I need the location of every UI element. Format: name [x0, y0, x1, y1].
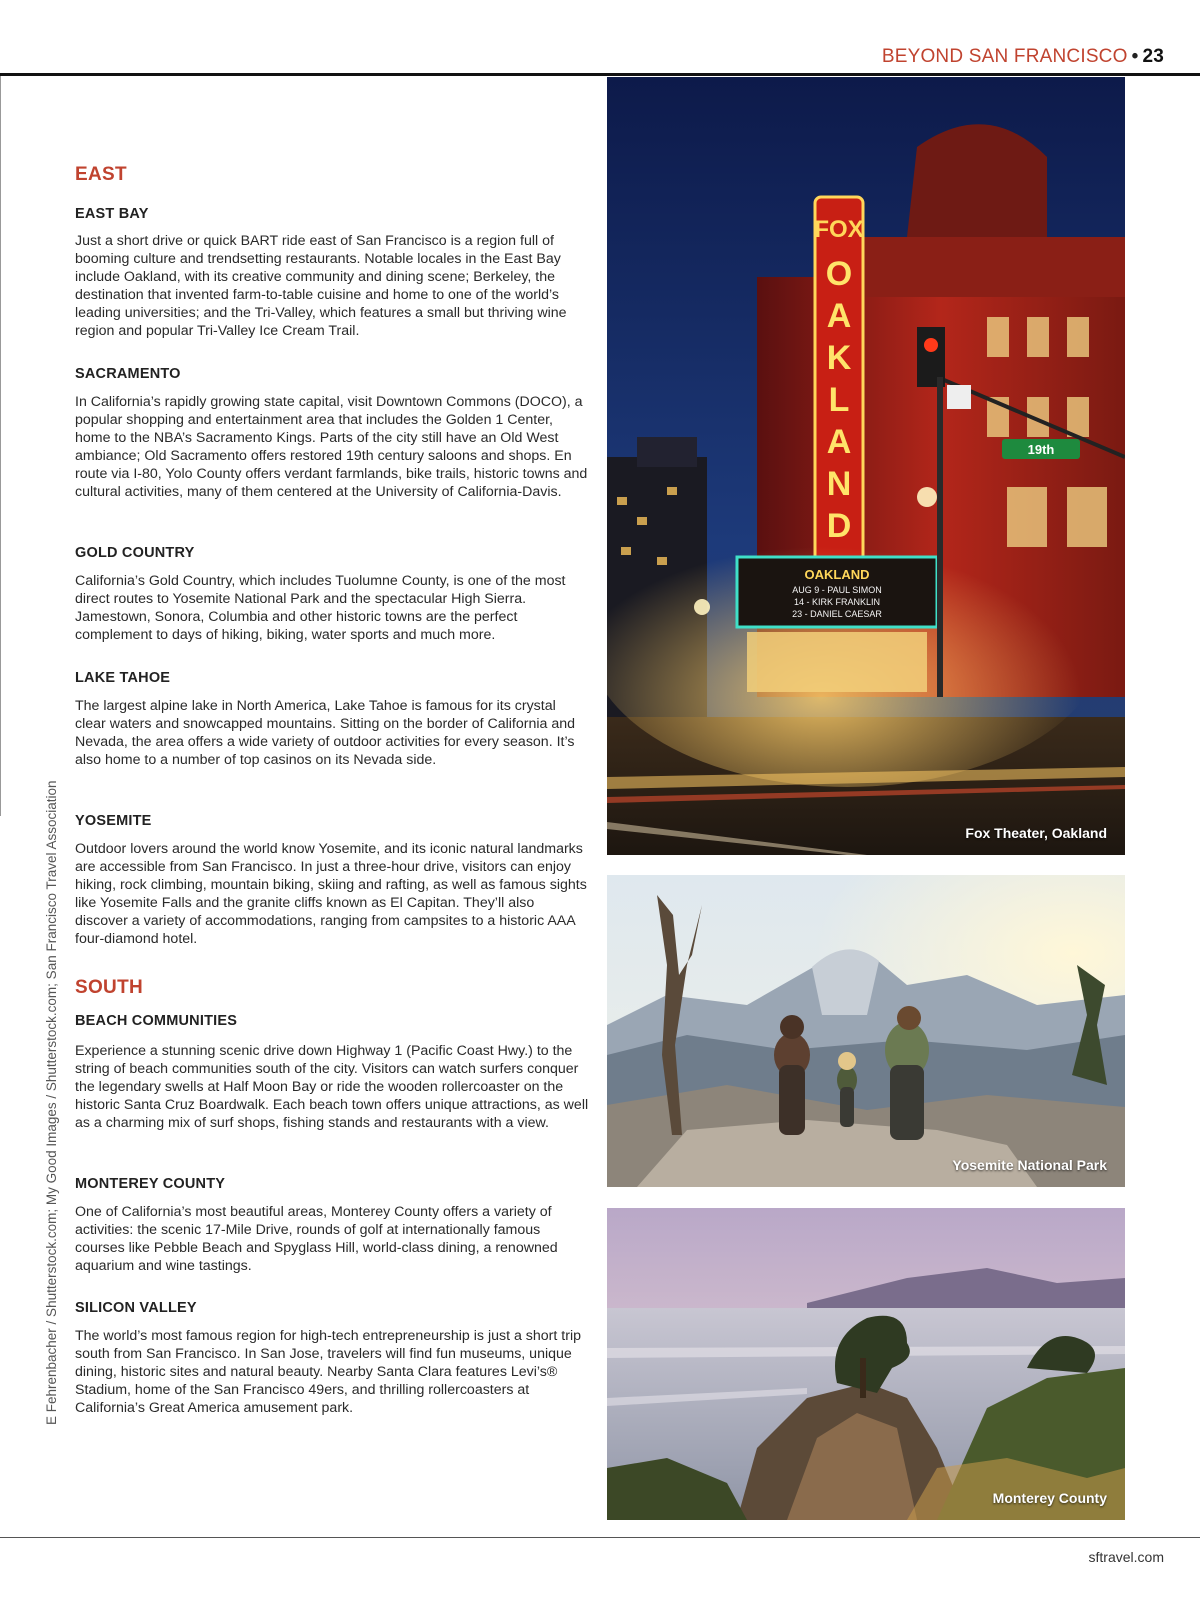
entry-title-east-bay: EAST BAY: [75, 206, 149, 222]
entry-text-monterey-county: One of California’s most beautiful areas, Monterey County offers a variety of activities: the scenic 17-Mile Drive, rounds of golf at internationally famous courses like Pebble Beach and Spyglass Hill, world-class dining, a renowned aquarium and wine tastings.: [75, 1204, 558, 1274]
photo-monterey: [607, 1208, 1125, 1520]
marquee-line: 23 - DANIEL CAESAR: [792, 609, 882, 619]
sign-letter: D: [826, 507, 852, 545]
photo-credit: E Fehrenbacher / Shutterstock.com; My Good Images / Shutterstock.com; San Francisco Travel Association: [44, 780, 59, 1425]
entry-text-east-bay: Just a short drive or quick BART ride east of San Francisco is a region full of booming culture and trendsetting restaurants. Notable locales in the East Bay include Oakland, with its creative community and dining scene; Berkeley, the destination that invented farm-to-table cuisine and home to one of the world’s leading universities; and the Tri-Valley, which features a small but thriving wine region and popular Tri-Valley Ice Cream Trail.: [75, 233, 567, 339]
entry-title-monterey-county: MONTEREY COUNTY: [75, 1176, 226, 1192]
entry-title-sacramento: SACRAMENTO: [75, 366, 181, 382]
entry-text-lake-tahoe: The largest alpine lake in North America, Lake Tahoe is famous for its crystal clear waters and snowcapped mountains. Sitting on the border of California and Nevada, the area offers a wide variety of outdoor activities for every season. It’s also home to a number of top casinos on its Nevada side.: [75, 698, 576, 768]
entry-text-gold-country: California’s Gold Country, which includes Tuolumne County, is one of the most direct routes to Yosemite National Park and the spectacular High Sierra. Jamestown, Sonora, Columbia and other historic towns are the perfect complement to days of hiking, biking, water sports and much more.: [75, 573, 566, 643]
entry-text-sacramento: In California’s rapidly growing state capital, visit Downtown Commons (DOCO), a popular shopping and entertainment area that includes the Golden 1 Center, home to the NBA’s Sacramento Kings. Parts of the city still have an Old West ambiance; Old Sacramento offers restored 19th century saloons and shops. En route via I-80, Yolo County offers verdant farmlands, bike trails, historic towns and cultural activities, many of them centered at the University of California-Davis.: [75, 394, 588, 500]
page-number: 23: [1142, 46, 1164, 67]
footer-url: sftravel.com: [1088, 1549, 1164, 1565]
marquee-title: OAKLAND: [804, 567, 870, 582]
left-margin-rule: [0, 76, 1, 816]
photo-yosemite: [607, 875, 1125, 1187]
entry-title-lake-tahoe: LAKE TAHOE: [75, 670, 171, 686]
street-sign-text: 19th: [1027, 442, 1055, 457]
header-separator: •: [1131, 46, 1139, 67]
entry-title-beach-communities: BEACH COMMUNITIES: [75, 1013, 238, 1029]
sign-fox-text: FOX: [814, 216, 864, 243]
yosemite-illustration: [607, 875, 1125, 1187]
monterey-illustration: [607, 1208, 1125, 1520]
entry-title-gold-country: GOLD COUNTRY: [75, 545, 195, 561]
footer-rule: [0, 1537, 1200, 1538]
sign-letter: A: [826, 297, 852, 335]
sign-oakland-letters: [826, 255, 852, 545]
entry-text-silicon-valley: The world’s most famous region for high-tech entrepreneurship is just a short trip south from San Francisco. In San Jose, travelers will find fun museums, unique dining, historic sites and natural beauty. Nearby Santa Clara features Levi’s® Stadium, home of the San Francisco 49ers, and thrilling rollercoasters at California’s Great America amusement park.: [75, 1328, 581, 1416]
region-heading-east: EAST: [75, 164, 127, 185]
running-header: [882, 46, 1164, 68]
sign-letter: A: [826, 423, 852, 461]
fox-theater-illustration: [607, 77, 1125, 855]
marquee-line: AUG 9 - PAUL SIMON: [792, 585, 882, 595]
header-rule: [0, 73, 1200, 76]
marquee-line: 14 - KIRK FRANKLIN: [793, 597, 881, 607]
photo-caption-yosemite: Yosemite National Park: [952, 1157, 1107, 1173]
sign-letter: O: [825, 255, 853, 293]
photo-caption-monterey: Monterey County: [992, 1490, 1107, 1506]
photo-caption-fox-theater: Fox Theater, Oakland: [965, 825, 1107, 841]
entry-text-beach-communities: Experience a stunning scenic drive down Highway 1 (Pacific Coast Hwy.) to the string of beach communities south of the city. Visitors can watch surfers conquer the legendary swells at Half Moon Bay or ride the wooden rollercoaster on the historic Santa Cruz Boardwalk. Each beach town offers unique attractions, as well as a charming mix of surf shops, fishing stands and restaurants with a view.: [75, 1043, 589, 1131]
sign-letter: N: [826, 465, 852, 503]
sign-letter: K: [826, 339, 852, 377]
sign-letter: L: [828, 381, 850, 419]
entry-title-yosemite: YOSEMITE: [75, 813, 152, 829]
entry-title-silicon-valley: SILICON VALLEY: [75, 1300, 197, 1316]
photo-fox-theater: [607, 77, 1125, 855]
entry-text-yosemite: Outdoor lovers around the world know Yosemite, and its iconic natural landmarks are accessible from San Francisco. In just a three-hour drive, visitors can enjoy hiking, rock climbing, mountain biking, skiing and rafting, as well as famous sights like Yosemite Falls and the granite cliffs known as El Capitan. They’ll also discover a variety of accommodations, ranging from campsites to a historic AAA four-diamond hotel.: [75, 841, 587, 947]
region-heading-south: SOUTH: [75, 977, 143, 998]
section-title: BEYOND SAN FRANCISCO: [881, 46, 1128, 67]
